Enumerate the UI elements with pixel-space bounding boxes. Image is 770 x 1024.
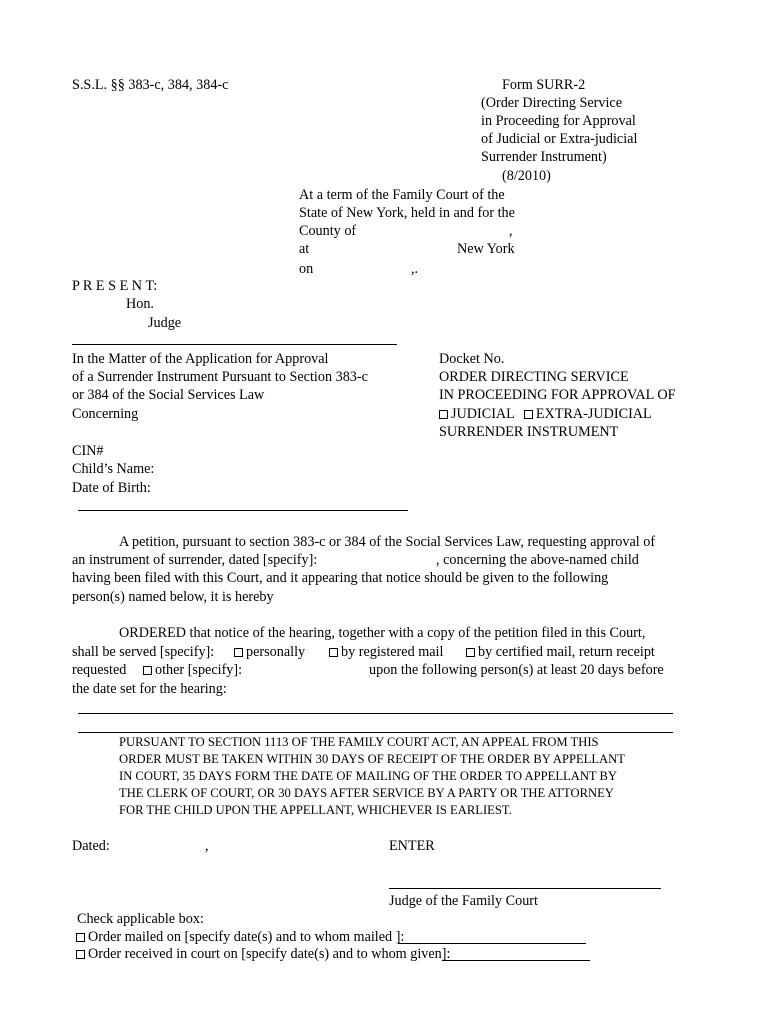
court-term-line: At a term of the Family Court of the	[299, 187, 505, 203]
petition-line: having been filed with this Court, and it appearing that notice should be given to the following	[72, 570, 609, 586]
date-of-birth-label: Date of Birth:	[72, 480, 151, 496]
judicial-label: JUDICIAL	[451, 406, 515, 422]
docket-number-label: Docket No.	[439, 351, 505, 367]
county-label: County of	[299, 223, 357, 239]
personally-label: personally	[246, 644, 306, 660]
personally-checkbox[interactable]	[234, 648, 243, 657]
registered-mail-checkbox[interactable]	[329, 648, 338, 657]
appeal-notice-line: FOR THE CHILD UPON THE APPELLANT, WHICHEVER IS EARLIEST.	[119, 803, 512, 817]
order-received-row	[76, 945, 450, 963]
caption-top-rule	[72, 344, 397, 345]
served-label: shall be served [specify]:	[72, 644, 215, 660]
service-option-certified	[466, 643, 655, 661]
present-label: P R E S E N T:	[72, 278, 158, 294]
order-received-fill-line	[442, 960, 590, 961]
new-york-label: New York	[457, 241, 515, 257]
appeal-notice-line: THE CLERK OF COURT, OR 30 DAYS AFTER SERVICE BY A PARTY OR THE ATTORNEY	[119, 786, 614, 800]
appeal-notice-line: ORDER MUST BE TAKEN WITHIN 30 DAYS OF RECEIPT OF THE ORDER BY APPELLANT	[119, 752, 625, 766]
check-applicable-heading: Check applicable box:	[77, 911, 204, 927]
hearing-date-text: the date set for the hearing:	[72, 681, 227, 697]
order-mailed-checkbox[interactable]	[76, 933, 85, 942]
order-title-type-line	[439, 405, 652, 423]
at-label: at	[299, 241, 310, 257]
cin-label: CIN#	[72, 443, 104, 459]
certified-mail-checkbox[interactable]	[466, 648, 475, 657]
on-label: on	[299, 261, 314, 277]
upon-persons-text: upon the following person(s) at least 20 days before	[369, 662, 664, 678]
dated-label: Dated:	[72, 838, 110, 854]
ordered-line: ORDERED that notice of the hearing, together with a copy of the petition filed in this Court,	[119, 625, 646, 641]
order-title-line: ORDER DIRECTING SERVICE	[439, 369, 629, 385]
service-option-registered	[329, 643, 443, 661]
judicial-checkbox[interactable]	[439, 410, 448, 419]
order-mailed-label: Order mailed on [specify date(s) and to whom mailed ]:	[88, 929, 405, 945]
service-option-other	[143, 661, 242, 679]
form-title-line: Surrender Instrument)	[481, 149, 607, 165]
form-title-line: of Judicial or Extra-judicial	[481, 131, 638, 147]
judge-title: Judge of the Family Court	[389, 893, 538, 909]
order-title-line: IN PROCEEDING FOR APPROVAL OF	[439, 387, 676, 403]
judge-signature-line	[389, 888, 661, 889]
form-number: Form SURR-2	[502, 77, 586, 93]
appeal-notice-line: IN COURT, 35 DAYS FORM THE DATE OF MAILING OF THE ORDER TO APPELLANT BY	[119, 769, 618, 783]
petition-line: person(s) named below, it is hereby	[72, 589, 274, 605]
matter-line: or 384 of the Social Services Law	[72, 387, 265, 403]
caption-bottom-rule	[78, 510, 408, 511]
extra-judicial-checkbox[interactable]	[524, 410, 533, 419]
child-name-label: Child’s Name:	[72, 461, 155, 477]
extra-judicial-label: EXTRA-JUDICIAL	[535, 406, 652, 422]
matter-line: Concerning	[72, 406, 139, 422]
order-mailed-row	[76, 928, 404, 946]
order-received-label: Order received in court on [specify date(s) and to whom given]:	[88, 946, 451, 962]
statute-citation: S.S.L. §§ 383-c, 384, 384-c	[72, 77, 229, 93]
matter-line: of a Surrender Instrument Pursuant to Section 383-c	[72, 369, 368, 385]
judge-label: Judge	[148, 315, 182, 331]
form-title-line: (Order Directing Service	[481, 95, 623, 111]
other-checkbox[interactable]	[143, 666, 152, 675]
court-term-line: State of New York, held in and for the	[299, 205, 515, 221]
county-comma: ,	[509, 223, 513, 239]
registered-mail-label: by registered mail	[341, 644, 444, 660]
order-received-checkbox[interactable]	[76, 950, 85, 959]
petition-line: A petition, pursuant to section 383-c or 384 of the Social Services Law, requesting approval of	[119, 534, 656, 550]
dated-comma: ,	[205, 838, 209, 854]
form-title-line: in Proceeding for Approval	[481, 113, 636, 129]
petition-line: , concerning the above-named child	[436, 552, 639, 568]
certified-mail-label: by certified mail, return receipt	[478, 644, 655, 660]
matter-line: In the Matter of the Application for Approval	[72, 351, 329, 367]
enter-label: ENTER	[389, 838, 435, 854]
service-option-personally	[234, 643, 305, 661]
hon-label: Hon.	[126, 296, 154, 312]
form-revision-date: (8/2010)	[502, 168, 551, 184]
petition-line: an instrument of surrender, dated [specify]:	[72, 552, 318, 568]
requested-label: requested	[72, 662, 127, 678]
appeal-notice-line: PURSUANT TO SECTION 1113 OF THE FAMILY COURT ACT, AN APPEAL FROM THIS	[119, 735, 599, 749]
persons-served-line	[78, 732, 673, 733]
on-comma: ,.	[411, 261, 419, 277]
order-mailed-fill-line	[398, 943, 586, 944]
persons-served-line	[78, 713, 673, 714]
order-title-line: SURRENDER INSTRUMENT	[439, 424, 619, 440]
other-label: other [specify]:	[155, 662, 243, 678]
